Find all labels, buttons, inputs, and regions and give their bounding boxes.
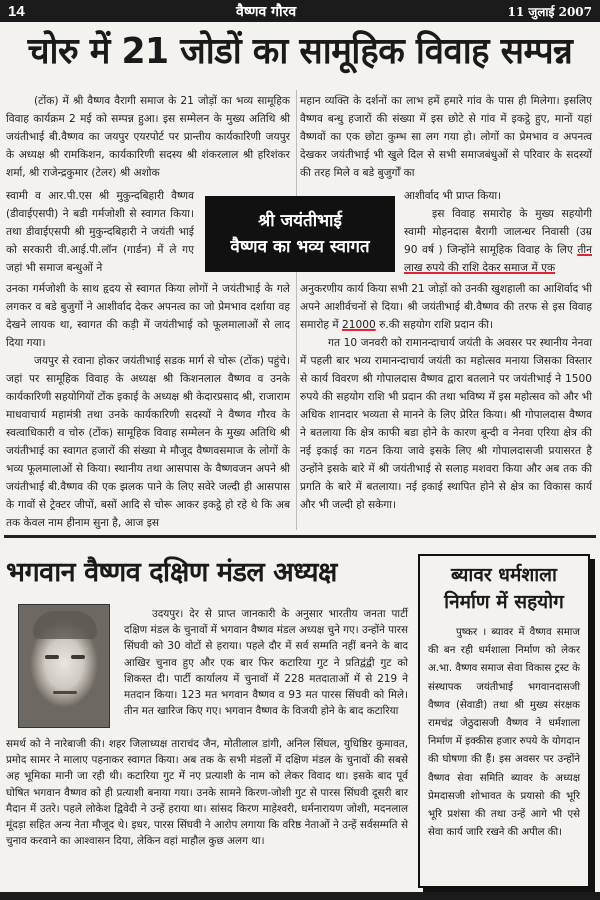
photo-mouth — [53, 691, 77, 694]
paragraph — [404, 205, 592, 277]
paragraph-text: अनुकरणीय कार्य किया सभी 21 जोड़ों को उनकी खुशहाली का आशिर्वाद भी अपने आशीर्वचनों से दिया। श्री जयंतीभाई बी.वैष्णव की तरफ से इस विवाह समारोह में — [300, 283, 592, 331]
highlighted-amount: 21000 — [342, 319, 376, 331]
article3-box — [418, 554, 590, 888]
pull-quote-box — [205, 196, 395, 272]
article1-left-narrow — [6, 187, 194, 277]
paragraph: उदयपुर। देर से प्राप्त जानकारी के अनुसार भारतीय जनता पार्टी दक्षिण मंडल के चुनावों में भगवान वैष्णव मंडल अध्यक्ष चुने गए। उन्होंने पारस सिंघवी को 30 वोटों से हराया। पहले दौर में सर्व सम्मति नहीं बनने के बाद आखिर चुनाव हुए और एक बार फिर कटारिया गुट ने प्रतिद्वंद्वी गुट को शिकस्त दी। पार्टी कार्यालय में चुनावों में 228 मतदाताओं में से 219 ने मतदान किया। 123 मत भगवान वैष्णव व 93 मत पारस सिंघवी को मिले। तीन मत खारिज किए गए। भगवान वैष्णव के विजयी होने के बाद कटारिया — [124, 608, 408, 718]
paragraph — [300, 280, 592, 334]
article2-body-b — [6, 736, 408, 898]
paragraph: आशीर्वाद भी प्राप्त किया। — [404, 190, 502, 202]
paragraph-text: रु.की सहयोग राशि प्रदान की। — [375, 319, 493, 331]
section-rule — [4, 535, 596, 538]
issue-date: 11 जुलाई 2007 — [507, 4, 592, 19]
article1-right-bottom — [300, 280, 592, 530]
highlighted-text: तीन लाख रुपये की राशि देकर समाज में एक — [404, 244, 592, 274]
column-divider — [296, 90, 297, 530]
article1-left-top — [6, 92, 290, 188]
article1-left-bottom — [6, 280, 290, 530]
photo-hair — [33, 611, 97, 639]
paragraph: महान व्यक्ति के दर्शनों का लाभ हमें हमारे गांव के पास ही मिलेगा। इसलिए वैष्णव बन्धु हजारों की संख्या में इस छोटे से गांव में इकट्ठे हुए, मानों यहां वैष्णवों का एक छोटा कुम्भ सा लग गया हो। लोगों का प्रेमभाव व अपनत्व देखकर जयंतीभाई भी खुले दिल से सभी समाजबंधुओं से परिवार के सदस्यों की तरह मिले व बडे बुजुर्गों का — [300, 95, 592, 179]
article3-body: पुष्कर । ब्यावर में वैष्णव समाज की बन रही धर्मशाला निर्माण को लेकर अ.भा. वैष्णव समाज सेवा विकास ट्रस्ट के संस्थापक जयंतीभाई भगवानदासजी वैष्णव (सेवाडी) तथा श्री मुख्य संरक्षक रामचंद्र जेठुदासजी वैष्णव ने धर्मशाला निर्माण में इक्कीस हजार रुपये के योगदान की घोषणा की हैं। इस अवसर पर उन्होंने वैष्णव सेवा समिति ब्यावर के अध्यक्ष प्रेमदासजी शोभावत के प्रयासो की भूरि भूरि प्रशंसा की तथा उन्हें आगे भी एसे सेवा कार्य जारि रखने की अपील की। — [428, 627, 580, 839]
paragraph: (टोंक) में श्री वैष्णव वैरागी समाज के 21 जोड़ों का भव्य सामूहिक विवाह कार्यक्रम 2 मई को सम्पन्न हुआ। इस सम्मेलन के मुख्य अतिथि श्री जयंतीभाई बी.वैष्णव का जयपुर एयरपोर्ट पर प्रान्तीय कार्यकारिणी जयपुर के अध्यक्ष श्री रामकिशन, कार्यकारिणी सदस्य श्री शंकरलाल श्री हरिशंकर शर्मा, श्री राजेन्द्रकुमार (टेलर) श्री अशोक — [6, 95, 290, 179]
main-headline: चोरु में 21 जोडों का सामूहिक विवाह सम्पन्न — [27, 31, 573, 72]
article2-body-a — [124, 606, 408, 736]
article2-headline: भगवान वैष्णव दक्षिण मंडल अध्यक्ष — [6, 557, 337, 588]
article1-right-narrow — [404, 187, 592, 277]
portrait-photo — [18, 604, 110, 728]
pull-quote-line1: श्री जयंतीभाई — [258, 211, 342, 231]
pull-quote-line2: वैष्णव का भव्य स्वागत — [230, 237, 370, 257]
paragraph: स्वामी व आर.पी.एस श्री मुकुन्दबिहारी वैष्णव (डीवाईएसपी) ने बडी गर्मजोशी से स्वागत किया। तथा डीवाईएसपी श्री मुकुन्दबिहारी ने जयंती भाई को सरकारी वी.आई.पी.लॉन (गार्डन) में ले गए जहां भी समाज बन्धुओं ने — [6, 190, 194, 274]
page-number: 14 — [8, 2, 25, 20]
photo-eye — [71, 655, 85, 659]
paragraph: उनका गर्मजोशी के साथ हृदय से स्वागत किया लोगों ने जयंतीभाई के गले लगकर व बडे बुजुर्गो ने आशीर्वाद देकर अपनत्व का जो प्रेमभाव दर्शाया वह देखने लायक था, स्वागत की कड़ी में जयंतीभाई को फूलमालाओं से लाद दिया गया। — [6, 283, 290, 349]
photo-eye — [45, 655, 59, 659]
paper-name: वैष्णव गौरव — [236, 3, 297, 20]
paragraph: गत 10 जनवरी को रामानन्दाचार्य जयंती के अवसर पर स्थानीय नेनवा में पहली बार भव्य रामानन्दाचार्य जयंती का महोत्सव मनाया जिसका विस्तार से कार्य विवरण श्री गोपालदास वैष्णव द्वारा बतलाने पर जयंतीभाई ने 1500 रुपये की सहयोग राशि भी प्रदान की तथा भविष्य में इस महोत्सव को और भी अधिक शानदार भव्यता से मानने के लिए प्रेरित किया। श्री गोपालदास वैष्णव ने बतलाया कि क्षेत्र काफी बडा होने के कारण बून्दी व नेनवा एरिया क्षेत्र की नई इकाई का गठन किया जावे इसके लिए श्री गोपालदासजी प्रयासरत है उन्होंने इसके बारे में श्री जयंतीभाई से सलाह मशवरा किया और अब तक की प्रगति के बारे में बतलाया। नई इकाई स्थापित होने से क्षेत्र का विकास कार्य और भी जल्दी हो सकेगा। — [300, 337, 592, 511]
article1-right-top — [300, 92, 592, 188]
bottom-rule — [0, 892, 600, 900]
article3-headline-line2: निर्माण में सहयोग — [444, 591, 564, 613]
paragraph-text: इस विवाह समारोह के मुख्य सहयोगी स्वामी मोहनदास बैरागी जालन्धर निवासी (उम्र 90 वर्ष ) जिन्होंने सामूहिक विवाह के लिए — [404, 208, 592, 256]
masthead — [0, 0, 600, 22]
paragraph: जयपुर से रवाना होकर जयंतीभाई सडक मार्ग से चोरू (टोंक) पहुंचे। जहां पर सामूहिक विवाह के अध्यक्ष श्री किशनलाल वैष्णव व उनके कार्यकारिणी सहयोगियों टोंक इकाई के अध्यक्ष श्री केदारप्रसाद श्री, राजाराम माधवाचार्य महामंत्री तथा उनके कार्यकारिणी सदस्यों ने वैष्णव गौरव के स्वत्वाधिकारी व चोरु (टोंक) सामूहिक विवाह सम्मेलन के मुख्य अतिथि श्री जयंतीभाई का स्वागत हजारों की संख्या मे मौजूद वैष्णवसमाज के लोगों के भव्य फूलमालाओं से किया। स्थानीय तथा आसपास के वैष्णवजन अपने श्री जयंतीभाई बी.वैष्णव की एक झलक पाने के लिए सवेरे जल्दी ही आसपास के गावों से ट्रेक्टर जीपों, बसों आदि से चोरू आकर इकट्ठे हो रहे थे कि अब तक केवल नाम हीनाम सुना है, आज इस — [6, 355, 290, 529]
article3-headline-line1: ब्यावर धर्मशाला — [451, 564, 557, 586]
paragraph: समर्थ को ने नारेबाजी की। शहर जिलाध्यक्ष ताराचंद जैन, मोतीलाल डांगी, अनिल सिंघल, युधिष्ठिर कुमावत, प्रमोद सामर ने मालाए पहनाकर स्वागत किया। अब तक के सभी मंडलों में दक्षिण मंडल के चुनावों की सबसे अह भूमिका मानी जा रही थी। कटारिया गुट में नए प्रत्याशी के नाम को लेकर विवाद था। इसके बाद पूर्व घोषित भगवान वैष्णव को ही प्रत्याशी बनाया गया। उनके सामने किरण-जोशी गुट से पारस सिंघवी दूसरी बार मैदान में उतरे। पहले लोकेश द्विवेदी ने उन्हें हराया था। सांसद किरण माहेश्वरी, धर्मनारायण जोशी, मदनलाल मूंदड़ा सहित अन्य नेता मौजूद थे। इधर, पारस सिंघवी ने आरोप लगाया कि वरिष्ठ नेताओं ने उन्हें सर्वसम्मति से चुनाव करवाने का आश्वासन दिया, लेकिन वहां माहौल कुछ अलग था। — [6, 738, 408, 848]
